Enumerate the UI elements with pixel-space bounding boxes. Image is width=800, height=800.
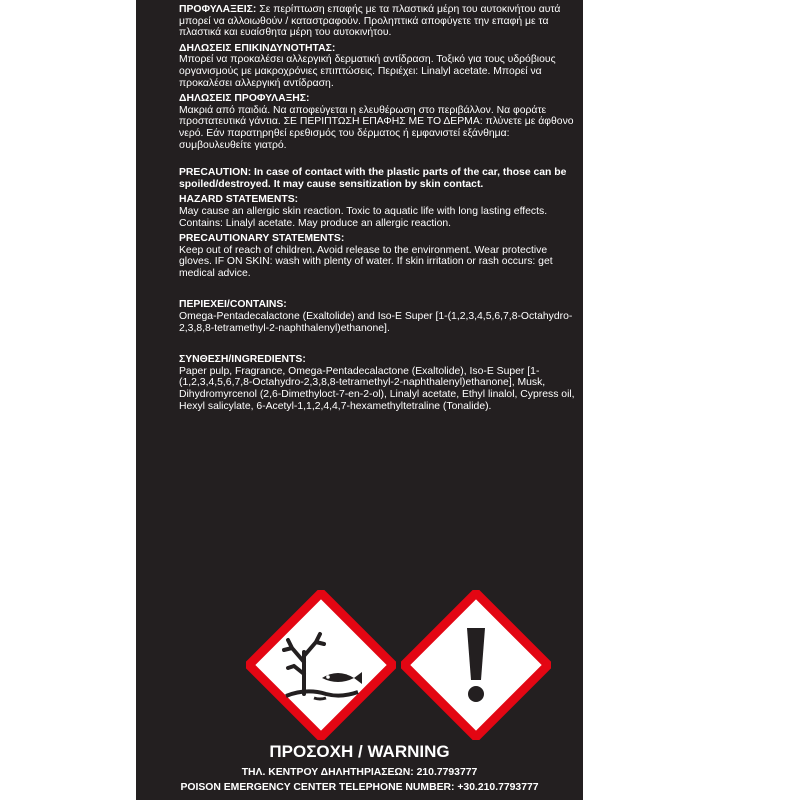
ghs-pictograms [246, 590, 556, 740]
english-precaution-heading: PRECAUTION: [179, 167, 252, 179]
greek-precautionary-heading: ΔΗΛΩΣΕΙΣ ΠΡΟΦΥΛΑΞΗΣ: [179, 93, 310, 105]
ingredients-heading: ΣΥΝΘΕΣΗ/INGREDIENTS: [179, 354, 306, 366]
greek-hazard-text: Μπορεί να προκαλέσει αλλεργική δερματική αντίδραση. Τοξικό για τους υδρόβιους οργανισμούς με μακροχρόνιες επιπτώσεις. Περιέχει: Linalyl acetate. Μπορεί να προκαλέσει αλλεργική αντίδραση. [179, 54, 556, 89]
english-hazard-statements [179, 194, 575, 229]
greek-poison-center-phone: ΤΗΛ. ΚΕΝΤΡΟΥ ΔΗΛΗΤΗΡΙΑΣΕΩΝ: 210.7793777 [241, 767, 478, 778]
greek-precautionary-text: Μακριά από παιδιά. Να αποφεύγεται η ελευθέρωση στο περιβάλλον. Να φοράτε προστατευτικά γάντια. ΣΕ ΠΕΡΙΠΤΩΣΗ ΕΠΑΦΗΣ ΜΕ ΤΟ ΔΕΡΜΑ: πλύνετε με άφθονο νερό. Εάν παρατηρηθεί ερεθισμός του δέρματος ή εμφανιστεί εξάνθημα: συμβουλευθείτε γιατρό. [179, 104, 574, 151]
ingredients-section [179, 354, 575, 412]
greek-hazard-statements [179, 43, 575, 89]
english-hazard-heading: HAZARD STATEMENTS: [179, 194, 299, 206]
ingredients-text: Paper pulp, Fragrance, Omega-Pentadecalactone (Exaltolide), Iso-E Super [1-(1,2,3,4,5,6,7,8-Octahydro-2,3,8,8-tetramethyl-2-naphthalenyl)ethanone], Musk, Dihydromyrcenol (2,6-Dimethyloct-7-en-2-ol), Linalyl acetate, Ethyl linalol, Cypress oil, Hexyl salicylate, 6-Acetyl-1,1,2,4,4,7-hexamethyltetraline (Tonalide). [179, 365, 575, 412]
environment-hazard-icon [246, 590, 396, 740]
greek-precaution [179, 4, 575, 39]
warning-title: ΠΡΟΣΟΧΗ / WARNING [269, 742, 450, 761]
greek-precautionary-statements [179, 93, 575, 151]
english-precautionary-text: Keep out of reach of children. Avoid release to the environment. Wear protective gloves. IF ON SKIN: wash with plenty of water. If skin irritation or rash occurs: get medical advice. [179, 244, 553, 279]
english-precaution [179, 167, 575, 190]
english-hazard-text: May cause an allergic skin reaction. Toxic to aquatic life with long lasting effects. Contains: Linalyl acetate. May produce an allergic reaction. [179, 205, 548, 229]
contains-text: Omega-Pentadecalactone (Exaltolide) and Iso-E Super [1-(1,2,3,4,5,6,7,8-Octahydro-2,3,8,8-tetramethyl-2-naphthalenyl)ethanone]. [179, 311, 573, 334]
english-poison-center-phone: POISON EMERGENCY CENTER TELEPHONE NUMBER: +30.210.7793777 [180, 782, 539, 793]
english-precaution-text: In case of contact with the plastic parts of the car, those can be spoiled/destroyed. It may cause sensitization by skin contact. [179, 167, 567, 190]
greek-precaution-text: Σε περίπτωση επαφής με τα πλαστικά μέρη του αυτοκινήτου αυτά μπορεί να αλλοιωθούν / καταστραφούν. Προληπτικά αποφύγετε την επαφή με τα πλαστικά και ευαίσθητα μέρη του αυτοκινήτου. [179, 4, 561, 39]
greek-hazard-heading: ΔΗΛΩΣΕΙΣ ΕΠΙΚΙΝΔΥΝΟΤΗΤΑΣ: [179, 42, 336, 54]
english-precautionary-heading: PRECAUTIONARY STATEMENTS: [179, 233, 345, 245]
exclamation-mark-icon [401, 590, 551, 740]
greek-precaution-heading: ΠΡΟΦΥΛΑΞΕΙΣ: [179, 4, 257, 15]
product-label [136, 0, 583, 800]
contains-heading: ΠΕΡΙΕΧΕΙ/CONTAINS: [179, 299, 287, 311]
english-precautionary-statements [179, 233, 575, 279]
contains-section [179, 299, 575, 334]
label-text-area [179, 0, 575, 416]
